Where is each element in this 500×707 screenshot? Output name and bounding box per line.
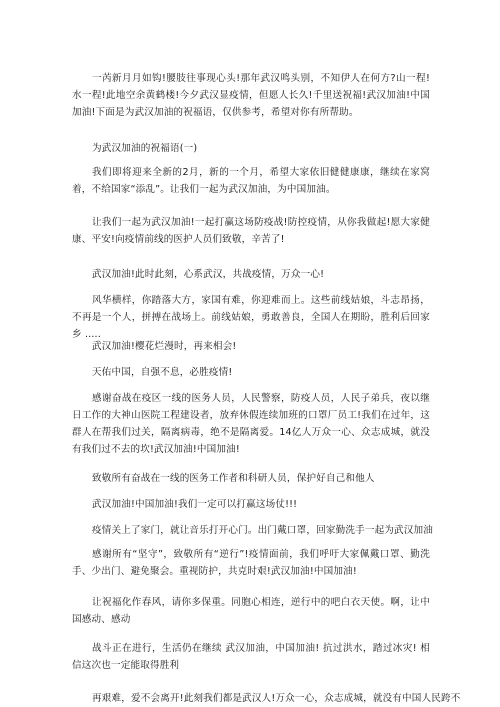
paragraph: 致敬所有奋战在一线的医务工作者和科研人员，保护好自己和他人	[92, 473, 375, 484]
paragraph: 疫情关上了家门，就让音乐打开心门。出门戴口罩，回家勤洗手一起为武汉加油	[92, 525, 434, 536]
paragraph: 武汉加油!中国加油!我们一定可以打赢这场仗!!!	[92, 499, 298, 510]
paragraph: 我们即将迎来全新的2月，新的一个月，希望大家依旧健健康康，继续在家窝着，不给国家“添乱”。让我们一起为武汉加油，为中国加油。	[72, 167, 430, 195]
intro-paragraph: 一芮新月月如钩!腰肢往事现心头!那年武汉鸣头别，不知伊人在何方?山一程!水一程!此地空余黄鹤楼!今夕武汉显疫情，但愿人长久!千里送祝福!武汉加油!中国加油!下面是为武汉加油的祝福语，仅供参考，希望对你有所帮助。	[72, 73, 430, 118]
paragraph: 感谢奋战在疫区一线的医务人员，人民警察，防疫人员，人民子弟兵，夜以继日工作的大神山医院工程建设者，放弃休假连续加班的口罩厂员工!我们在过年，这群人在帮我们过关，隔离病毒，绝不是隔离爱。14亿人万众一心、众志成城，就没有我们过不去的坎!武汉加油!中国加油!	[72, 393, 430, 455]
paragraph: 武汉加油!此时此刻，心系武汉，共战疫情，万众一心!	[92, 269, 325, 280]
paragraph: 感谢所有“坚守”，致敬所有“逆行”!疫情面前，我们呼吁大家佩戴口罩、勤洗手、少出门、避免聚会。重视防护，共克时艰!武汉加油!中国加油!	[72, 549, 430, 577]
paragraph: 天佑中国，自强不息，必胜疫情!	[92, 367, 233, 378]
paragraph: 让我们一起为武汉加油!一起打赢这场防疫战!防控疫情，从你我做起!愿大家健康、平安!向疫情前线的医护人员们致敬，辛苦了!	[72, 217, 430, 245]
paragraph: 让祝福化作春风，请你多保重。同胞心相连，逆行中的吧白衣天使。啊，让中国感动、感动	[72, 597, 430, 625]
paragraph: 战斗正在进行，生活仍在继续 武汉加油，中国加油! 抗过洪水，踏过冰灾! 相信这次也一定能取得胜利	[72, 643, 430, 671]
paragraph: 再艰难，爱不会离开!此刻我们都是武汉人!万众一心，众志成城，就没有中国人民跨不	[92, 693, 461, 704]
paragraph: 武汉加油!樱花烂漫时，再来相会!	[92, 341, 237, 352]
paragraph: 风华横样，你踏落大方，家国有难，你迎难而上。这些前线姑娘，斗志昂扬，不再是一个人，拼搏在战场上。前线姑娘，勇敢善良，全国人在期盼，胜利后回家乡 .....	[72, 295, 430, 340]
section-heading: 为武汉加油的祝福语(一)	[92, 143, 198, 154]
